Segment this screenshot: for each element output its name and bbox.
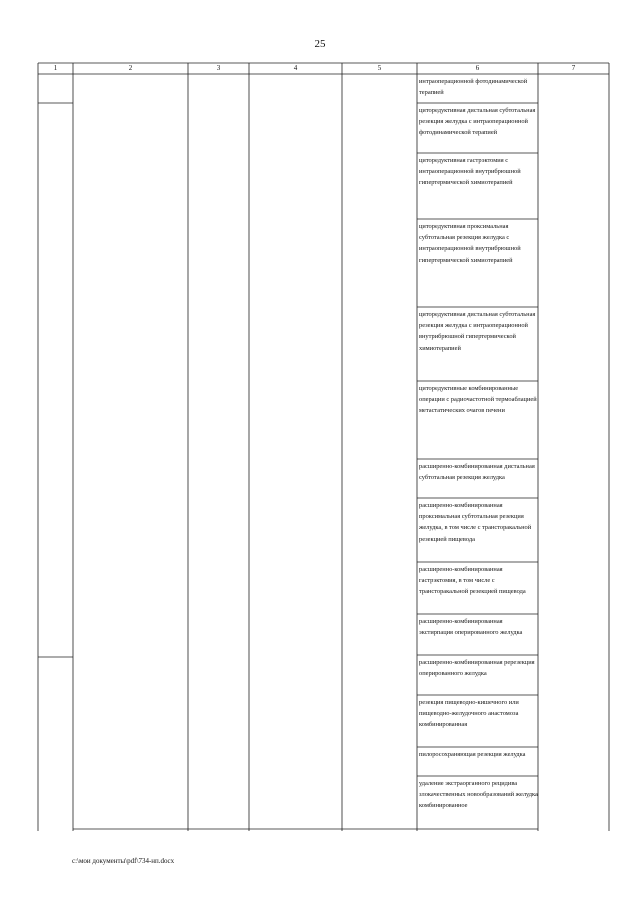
header-col-1: 1 <box>53 64 58 72</box>
header-col-7: 7 <box>571 64 576 72</box>
table-row: пилоросохраняющая резекция желудка <box>419 751 526 758</box>
header-col-2: 2 <box>128 64 133 72</box>
table-row: расширенно-комбинированная дистальная субтотальная резекция желудка <box>419 463 535 482</box>
header-col-6: 6 <box>475 64 480 72</box>
table-row: резекция пищеводно-кишечного или пищеводно-желудочного анастомоза комбинированная <box>419 699 519 729</box>
table-row: интраоперационной фотодинамической терапией <box>419 78 528 97</box>
header-col-4: 4 <box>293 64 298 72</box>
header-col-3: 3 <box>216 64 221 72</box>
table-row: удаление экстраорганного рецидива злокачественных новообразований желудка комбинированное <box>419 780 538 810</box>
header-col-5: 5 <box>377 64 382 72</box>
table-row: циторедуктивная гастрэктомия с интраоперационной внутрибрюшной гипертермической химиотерапией <box>419 157 521 187</box>
table-row: расширенно-комбинированная гастрэктомия, в том числе с трансторакальной резекцией пищевода <box>419 566 526 596</box>
footer-file-path: c:\мои документы\pdf\734-нп.docx <box>72 857 175 865</box>
page-number: 25 <box>314 38 326 50</box>
table-row: расширенно-комбинированная экстирпация оперированного желудка <box>419 618 523 637</box>
table-row: циторедуктивная дистальная субтотальная резекция желудка с интраоперационной внутрибрюшной гипертермической химиотерапией <box>419 311 536 352</box>
table-row: циторедуктивная дистальная субтотальная резекция желудка с интраоперационной фотодинамической терапией <box>419 107 536 137</box>
table-row: расширенно-комбинированная ререзекция оперированного желудка <box>419 659 535 678</box>
table-row: расширенно-комбинированная проксимальная субтотальная резекция желудка, в том числе с трансторакальной резекцией пищевода <box>419 502 532 543</box>
table-row: циторедуктивные комбинированные операции с радиочастотной термоаблацией метастатических очагов печени <box>419 385 537 415</box>
table-row: циторедуктивная проксимальная субтотальная резекция желудка с интраоперационной внутрибрюшной гипертермической химиотерапией <box>419 223 521 264</box>
